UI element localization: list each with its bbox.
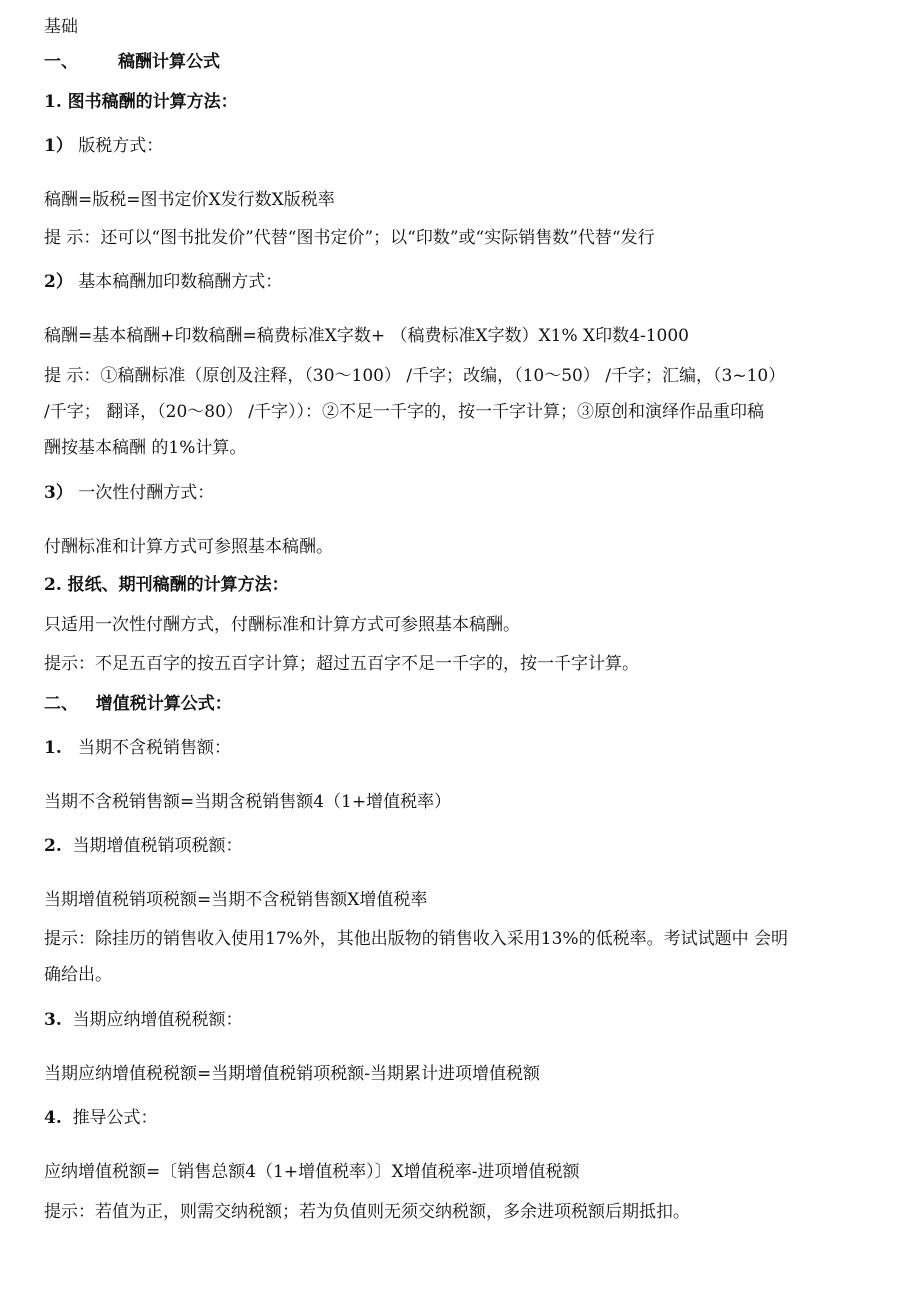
tip-basic-royalty-line-3: 酬按基本稿酬 的1%计算。: [44, 438, 247, 458]
subsection-1-1-heading: 1. 图书稿酬的计算方法：: [44, 92, 238, 112]
section-1-heading: [44, 52, 220, 72]
method-1-number: 1）: [44, 136, 73, 156]
item-2-text: 当期增值税销项税额：: [72, 836, 243, 856]
section-2-title: 增值税计算公式：: [95, 694, 232, 714]
item-3-text: 当期应纳增值税税额：: [72, 1010, 243, 1030]
item-3-number: 3.: [44, 1010, 62, 1030]
item-4-heading: [44, 1108, 158, 1128]
section-1-title: 稿酬计算公式: [118, 52, 220, 72]
subsection-1-2-heading: 2. 报纸、期刊稿酬的计算方法：: [44, 575, 289, 595]
item-1-number: 1.: [44, 738, 62, 758]
method-3-text: 一次性付酬方式：: [78, 483, 215, 503]
method-2-number: 2）: [44, 272, 73, 292]
tip-vat-rate-line-2: 确给出。: [44, 965, 112, 985]
method-3-number: 3）: [44, 483, 73, 503]
formula-output-vat: 当期增值税销项税额=当期不含税销售额X增值税率: [44, 890, 428, 910]
top-label: 基础: [44, 17, 78, 37]
tip-newspaper: 提示：不足五百字的按五百字计算；超过五百字不足一千字的，按一千字计算。: [44, 654, 639, 674]
method-1-heading: [44, 136, 163, 156]
item-1-text: 当期不含税销售额：: [77, 738, 231, 758]
item-4-text: 推导公式：: [72, 1108, 158, 1128]
item-2-number: 2.: [44, 836, 62, 856]
tip-basic-royalty-line-2: /千字； 翻译，（20〜80） /千字））：②不足一千字的，按一千字计算；③原创和演绎作品重印稿: [44, 402, 765, 422]
tip-vat-rate-line-1: 提示：除挂历的销售收入使用17%外，其他出版物的销售收入采用13%的低税率。考试试题中 会明: [44, 929, 788, 949]
tip-derived: 提示：若值为正，则需交纳税额；若为负值则无须交纳税额，多余进项税额后期抵扣。: [44, 1202, 690, 1222]
method-2-text: 基本稿酬加印数稿酬方式：: [78, 272, 283, 292]
method-1-text: 版税方式：: [78, 136, 164, 156]
tip-royalty: 提 示：还可以“图书批发价”代替“图书定价”；以“印数”或“实际销售数”代替“发行: [44, 228, 655, 248]
section-2-heading: [44, 694, 232, 714]
method-3-heading: [44, 483, 214, 503]
formula-net-sales: 当期不含税销售额=当期含税销售额4（1+增值税率）: [44, 792, 452, 812]
item-4-number: 4.: [44, 1108, 62, 1128]
method-2-heading: [44, 272, 282, 292]
formula-basic-royalty: 稿酬=基本稿酬+印数稿酬=稿费标准X字数+ （稿费标准X字数）X1% X印数4-1000: [44, 326, 689, 346]
tip-basic-royalty-line-1: 提 示：①稿酬标准（原创及注释，（30〜100） /千字；改编，（10〜50） /千字；汇编，（3~10）: [44, 366, 786, 386]
item-3-heading: [44, 1010, 243, 1030]
formula-payable-vat: 当期应纳增值税税额=当期增值税销项税额-当期累计进项增值税额: [44, 1064, 540, 1084]
item-1-heading: [44, 738, 231, 758]
formula-royalty: 稿酬=版税=图书定价X发行数X版税率: [44, 190, 335, 210]
newspaper-paragraph: 只适用一次性付酬方式，付酬标准和计算方式可参照基本稿酬。: [44, 615, 520, 635]
formula-derived: 应纳增值税额=〔销售总额4（1+增值税率）〕X增值税率-进项增值税额: [44, 1162, 580, 1182]
formula-one-time: 付酬标准和计算方式可参照基本稿酬。: [44, 537, 333, 557]
section-1-number: 一、: [44, 52, 78, 72]
item-2-heading: [44, 836, 243, 856]
section-2-number: 二、: [44, 694, 78, 714]
